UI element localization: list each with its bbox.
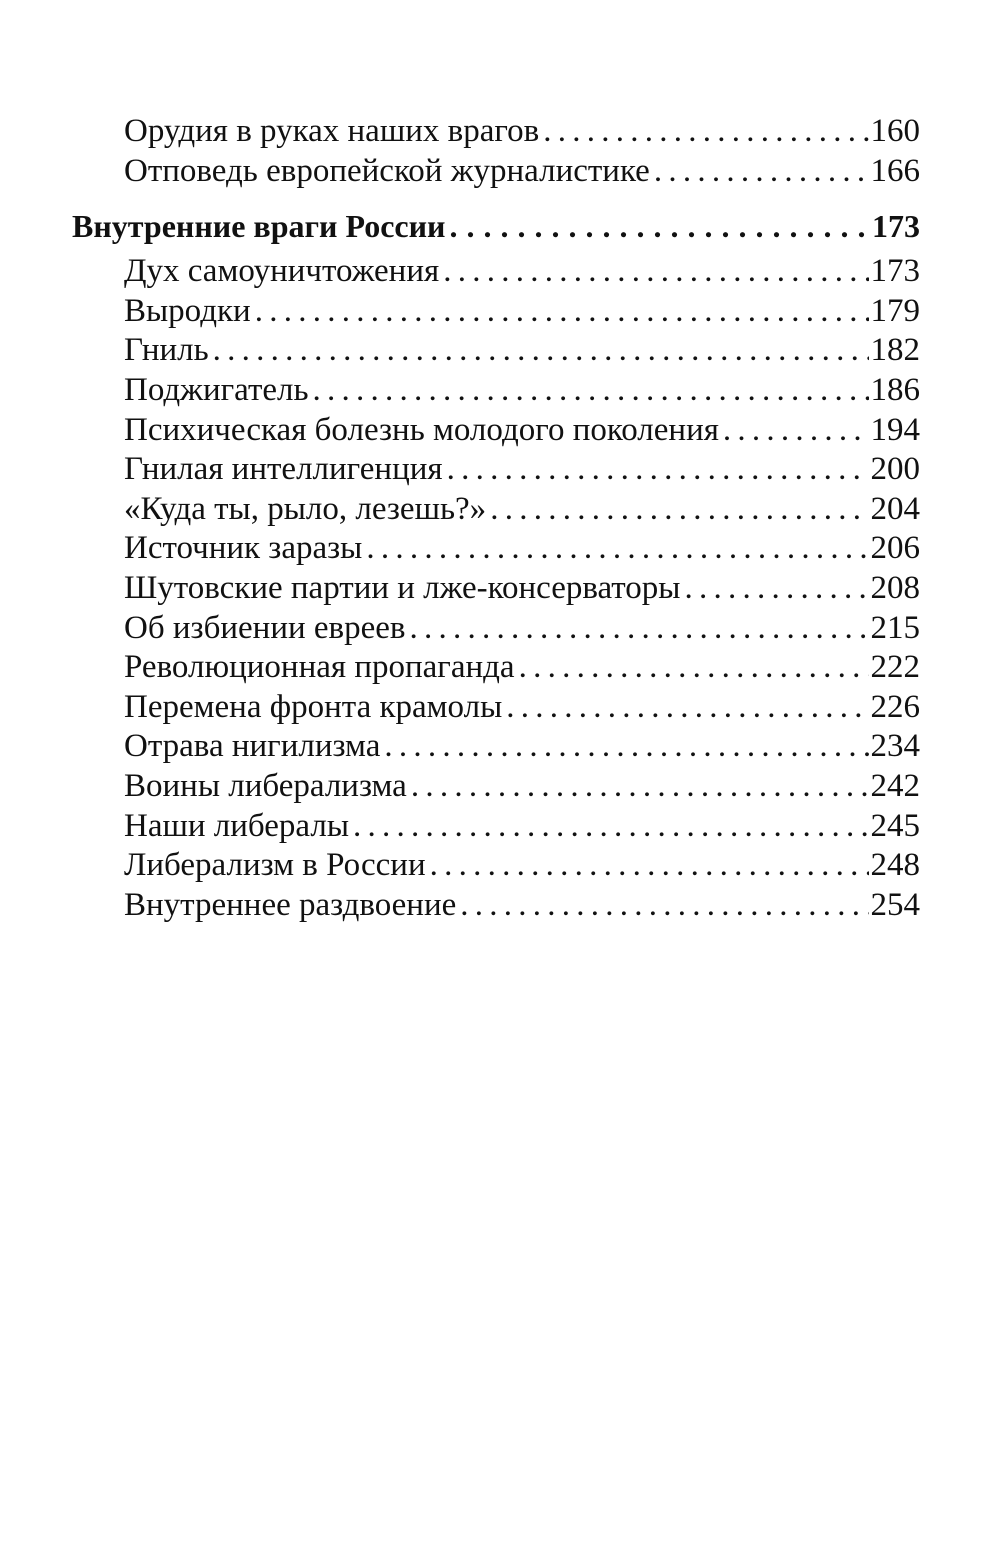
toc-entry-page: 226 [870, 688, 920, 725]
toc-entry [72, 112, 920, 152]
toc-entry-page: 234 [870, 728, 920, 765]
toc-entry-page: 173 [870, 253, 920, 290]
toc-entry [72, 529, 920, 569]
dot-leader [411, 767, 869, 807]
dot-leader [506, 688, 868, 728]
toc-entry-page: 182 [870, 332, 920, 369]
toc-entry [72, 807, 920, 847]
toc-entry-title: Перемена фронта крамолы [124, 688, 503, 725]
toc-entry-title: Психическая болезнь молодого поколения [124, 411, 719, 448]
toc-entry [72, 609, 920, 649]
dot-leader [443, 252, 868, 292]
toc-entry [72, 569, 920, 609]
toc-entry-title: Воины либерализма [124, 767, 407, 804]
toc-entry-page: 208 [870, 569, 920, 606]
toc-entry [72, 252, 920, 292]
toc-entry-page: 222 [870, 649, 920, 686]
dot-leader [490, 490, 868, 530]
toc-section-heading [72, 206, 920, 246]
toc-entry-page: 179 [870, 292, 920, 329]
toc-entry-title: Выродки [124, 292, 251, 329]
dot-leader [430, 846, 869, 886]
toc-entry-page: 215 [870, 609, 920, 646]
table-of-contents [72, 112, 920, 925]
dot-leader [684, 569, 868, 609]
toc-entry-page: 254 [870, 886, 920, 923]
dot-leader [313, 371, 869, 411]
toc-entry [72, 490, 920, 530]
toc-entry-title: Дух самоуничтожения [124, 253, 440, 290]
dot-leader [460, 886, 868, 926]
toc-entry [72, 331, 920, 371]
toc-section-title: Внутренние враги России [72, 208, 446, 245]
toc-entry-page: 242 [870, 767, 920, 804]
toc-entry-title: Отповедь европейской журналистике [124, 152, 650, 189]
dot-leader [654, 152, 869, 192]
dot-leader [213, 331, 869, 371]
dot-leader [366, 529, 868, 569]
toc-entry-title: Источник заразы [124, 530, 363, 567]
toc-entry-title: Шутовские партии и лже-консерваторы [124, 569, 681, 606]
toc-entry-page: 194 [870, 411, 920, 448]
dot-leader [384, 727, 868, 767]
dot-leader [723, 411, 869, 451]
toc-entry [72, 152, 920, 192]
toc-entry-page: 248 [870, 847, 920, 884]
dot-leader [255, 292, 869, 332]
toc-entry [72, 371, 920, 411]
toc-section-page: 173 [872, 208, 920, 245]
toc-entry-title: Гнилая интеллигенция [124, 451, 443, 488]
dot-leader [353, 807, 868, 847]
toc-entry-page: 166 [870, 152, 920, 189]
toc-entry-title: Революционная пропаганда [124, 649, 515, 686]
dot-leader [447, 450, 869, 490]
toc-entry [72, 688, 920, 728]
toc-entry [72, 450, 920, 490]
toc-entry-page: 186 [870, 371, 920, 408]
toc-entry-page: 160 [870, 113, 920, 149]
dot-leader [543, 112, 868, 152]
toc-entry-page: 200 [870, 451, 920, 488]
dot-leader [410, 609, 869, 649]
toc-entry-title: Гниль [124, 332, 209, 369]
toc-entry-title: Поджигатель [124, 371, 309, 408]
toc-entry-title: Орудия в руках наших врагов [124, 113, 540, 149]
dot-leader [519, 648, 869, 688]
toc-entry-title: Внутреннее раздвоение [124, 886, 457, 923]
dot-leader [449, 206, 870, 246]
toc-entry [72, 846, 920, 886]
toc-entry-title: Об избиении евреев [124, 609, 406, 646]
toc-entry [72, 767, 920, 807]
toc-entry-title: Либерализм в России [124, 847, 426, 884]
toc-entry-page: 206 [870, 530, 920, 567]
toc-entry [72, 886, 920, 926]
toc-entry-page: 245 [870, 807, 920, 844]
toc-entry-page: 204 [870, 490, 920, 527]
toc-entry [72, 292, 920, 332]
toc-entry-title: Наши либералы [124, 807, 350, 844]
toc-entry [72, 648, 920, 688]
toc-entry [72, 411, 920, 451]
toc-entry-title: Отрава нигилизма [124, 728, 381, 765]
toc-entry-title: «Куда ты, рыло, лезешь?» [124, 490, 487, 527]
toc-entry [72, 727, 920, 767]
